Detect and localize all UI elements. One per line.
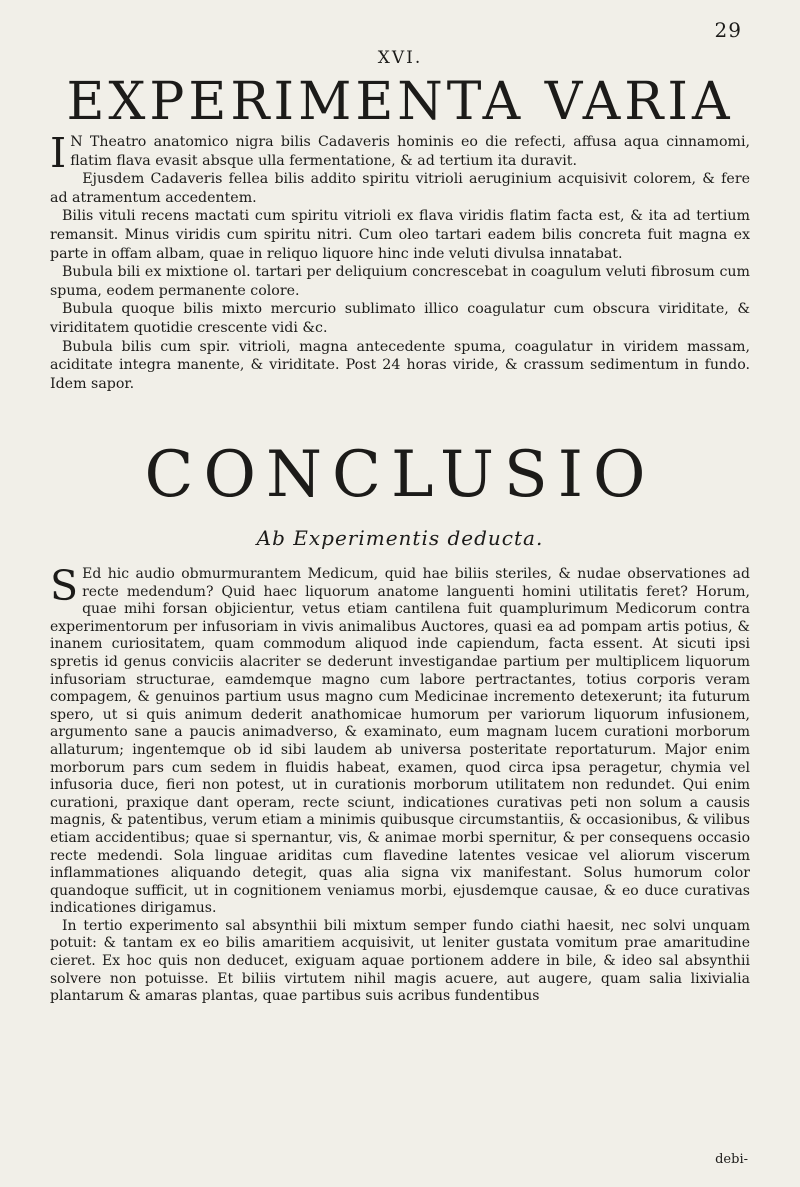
section-title: EXPERIMENTA VARIA xyxy=(66,72,734,132)
conclusio-paragraph: Ed hic audio obmurmurantem Medicum, quid hae biliis steriles, & nudae observationes ad recte medendum? Quid haec liquorum anatome languenti homini utilitatis feret? Horum, quae mihi forsan objicientur, vetus etiam cantilena fuit quamplurimum Medicorum contra experimentorum per infusoriam in vivis animalibus Auctores, quasi ea ad pompam artis potius, & inanem curiositatem, quam commodum aliquod inde capiendum, facta essent. At sicuti ipsi spretis id genus conviciis alacriter se dederunt investigandae partium per multiplicem liquorum infusoriam structurae, eamdemque magno cum labore pertractantes, totius corporis veram compagem, & genuinos partium usus magno cum Medicinae incremento detexerunt; ita futurum spero, ut si quis animum dederit anathomicae humorum per variorum liquorum infusionem, argumento sane a paucis animadverso, & examinato, eum magnam lucem curationi morborum allaturum; ingentemque ob id sibi laudem ab universa posteritate reportaturum. Major enim morborum pars cum sedem in fluidis habeat, examen, quod circa ipsa peragetur, chymia vel infusoria duce, fieri non potest, ut in curationis morborum utilitatem non redundet. Qui enim curationi, praxique dant operam, recte sciunt, indicationes curativas peti non solum a causis magnis, & patentibus, verum etiam a minimis quibusque circumstantiis, & occasionibus, & vilibus etiam accidentibus; quae si spernantur, vis, & animae morbi spernitur, & per consequens occasio recte medendi. Sola linguae ariditas cum flavedine latentes vesicae vel aliorum viscerum inflammationes aliquando detegit, quas alia signa vix manifestant. Solus humorum color quandoque sufficit, ut in cognitionem veniamus morbi, ejusdemque causae, & eo duce curativas indicationes dirigamus. xyxy=(50,566,750,917)
experiments-text xyxy=(50,129,750,393)
conclusio-text xyxy=(50,562,750,1006)
experiment-paragraph: Bubula bilis cum spir. vitrioli, magna antecedente spuma, coagulatur in viridem massam, aciditate integra manente, & viriditate. Post 24 horas viride, & crassum sedimentum in fundo. Idem sapor. xyxy=(50,338,750,392)
conclusio-subtitle: Ab Experimentis deducta. xyxy=(256,526,544,550)
experiment-paragraph: Bilis vituli recens mactati cum spiritu vitrioli ex flava viridis flatim facta est, & ita ad tertium remansit. Minus viridis cum spiritu nitri. Cum oleo tartari eadem bilis concreta fuit magna ex parte in offam albam, quae in reliquo liquore hinc inde veluti divulsa innatabat. xyxy=(50,208,750,262)
catchword: debi- xyxy=(715,1152,748,1167)
experiment-paragraph: Bubula bili ex mixtione ol. tartari per deliquium concrescebat in coagulum veluti fibrosum cum spuma, eodem permanente colore. xyxy=(50,264,750,299)
experiment-paragraph: Bubula quoque bilis mixto mercurio sublimato illico coagulatur cum obscura viriditate, & viriditatem quotidie crescente vidi &c. xyxy=(50,301,750,336)
conclusio-paragraph: In tertio experimento sal absynthii bili mixtum semper fundo ciathi haesit, nec solvi unquam potuit: & tantam ex eo bilis amaritiem acquisivit, ut leniter gustata vomitum prae amaritudine cieret. Ex hoc quis non deducet, exiguam aquae portionem addere in bile, & ideo sal absynthii solvere non potuisse. Et biliis virtutem nihil magis acuere, aut augere, quam salia lixivialia plantarum & amaras plantas, quae partibus suis acribus fundentibus xyxy=(50,917,750,1005)
experiment-paragraph: Ejusdem Cadaveris fellea bilis addito spiritu vitrioli aeruginium acquisivit colorem, & fere ad atramentum accedentem. xyxy=(50,171,750,206)
drop-cap-s: S xyxy=(50,562,79,610)
conclusio-heading: CONCLUSIO xyxy=(144,438,656,512)
drop-cap-i: I xyxy=(50,129,67,177)
signature-mark: XVI. xyxy=(377,48,423,68)
page-number: 29 xyxy=(714,18,742,42)
experiment-paragraph: N Theatro anatomico nigra bilis Cadaveris hominis eo die refecti, affusa aqua cinnamomi, flatim flava evasit absque ulla fermentatione, & ad tertium ita duravit. xyxy=(70,134,750,169)
